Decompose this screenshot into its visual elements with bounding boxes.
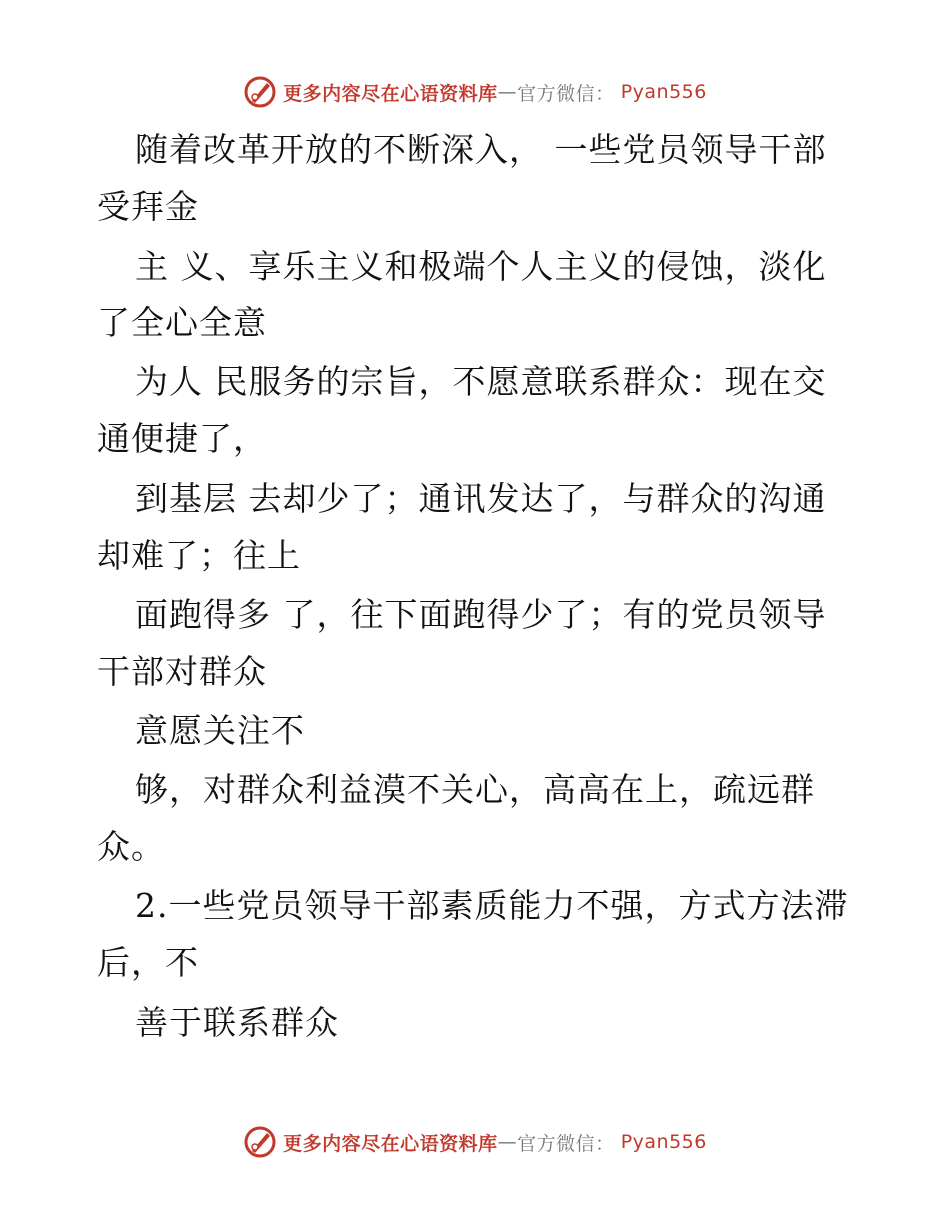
text-line: 2.一些党员领导干部素质能力不强，方式方法滞 <box>135 886 849 925</box>
banner-wechat-id: Pyan556 <box>620 1131 707 1153</box>
footer-banner <box>0 1122 950 1162</box>
text-line: 善于联系群众 <box>135 1003 339 1042</box>
banner-site-name: 更多内容尽在心语资料库 <box>283 82 498 105</box>
text-line: 面跑得多 了，往下面跑得少了；有的党员领导 <box>135 595 827 634</box>
text-line: 通便捷了， <box>97 419 267 458</box>
text-line: 众。 <box>97 827 165 866</box>
banner-wechat-id: Pyan556 <box>620 81 707 103</box>
quill-seal-icon <box>243 1125 277 1159</box>
text-line: 到基层 去却少了；通讯发达了，与群众的沟通 <box>135 479 827 518</box>
text-line: 干部对群众 <box>97 652 267 691</box>
text-line: 随着改革开放的不断深入， 一些党员领导干部 <box>135 130 827 169</box>
text-line: 了全心全意 <box>97 303 267 342</box>
banner-wechat-label: 官方微信： <box>517 82 615 105</box>
banner-wechat-label: 官方微信： <box>517 1132 615 1155</box>
text-line: 却难了；往上 <box>97 536 301 575</box>
banner-dash: — <box>497 1131 518 1153</box>
banner-site-name: 更多内容尽在心语资料库 <box>283 1132 498 1155</box>
text-line: 主 义、享乐主义和极端个人主义的侵蚀，淡化 <box>135 247 827 286</box>
text-line: 为人 民服务的宗旨，不愿意联系群众：现在交 <box>135 362 827 401</box>
text-line: 意愿关注不 <box>135 711 305 750</box>
banner-dash: — <box>497 81 518 103</box>
text-line: 受拜金 <box>97 187 199 226</box>
text-line: 后，不 <box>97 943 199 982</box>
text-line: 够，对群众利益漠不关心，高高在上，疏远群 <box>135 770 815 809</box>
